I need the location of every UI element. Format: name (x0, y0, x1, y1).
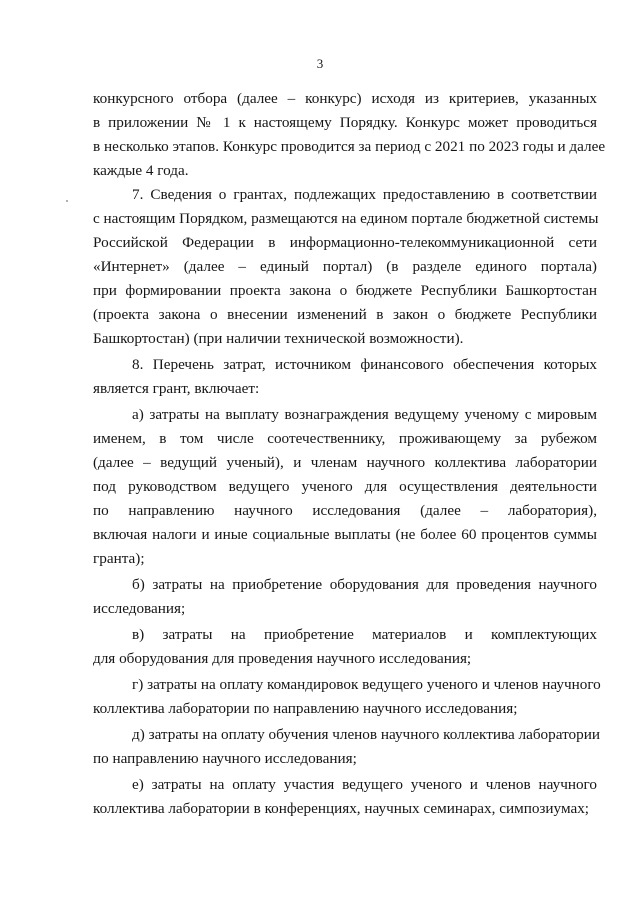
text-line: конкурсного отбора (далее – конкурс) исходя из критериев, указанных (93, 90, 597, 107)
text-line: Российской Федерации в информационно-телекоммуникационной сети (93, 234, 597, 251)
text-line: с настоящим Порядком, размещаются на едином портале бюджетной системы (93, 210, 599, 227)
text-line: для оборудования для проведения научного исследования; (93, 650, 472, 667)
text-line: является грант, включает: (93, 380, 260, 397)
text-line: по направлению научного исследования (далее – лаборатория), (93, 502, 597, 519)
text-line: в несколько этапов. Конкурс проводится за период с 2021 по 2023 годы и далее (93, 138, 606, 155)
text-line: исследования; (93, 600, 186, 617)
item-e-start: е) затраты на оплату участия ведущего ученого и членов научного (132, 776, 597, 793)
text-line: (далее – ведущий ученый), и членам научного коллектива лаборатории (93, 454, 597, 471)
text-line: включая налоги и иные социальные выплаты (не более 60 процентов суммы (93, 526, 597, 543)
text-line: в приложении № 1 к настоящему Порядку. Конкурс может проводиться (93, 114, 597, 131)
text-line: (проекта закона о внесении изменений в закон о бюджете Республики (93, 306, 597, 323)
item-a-start: а) затраты на выплату вознаграждения ведущему ученому с мировым (132, 406, 597, 423)
item-g-start: г) затраты на оплату командировок ведущего ученого и членов научного (132, 676, 601, 693)
text-line: под руководством ведущего ученого для осуществления деятельности (93, 478, 597, 495)
text-line: именем, в том числе соотечественнику, проживающему за рубежом (93, 430, 597, 447)
page-number: 3 (316, 56, 324, 71)
text-line: при формировании проекта закона о бюджете Республики Башкортостан (93, 282, 597, 299)
text-line: «Интернет» (далее – единый портал) (в разделе единого портала) (93, 258, 597, 275)
paragraph-8-start: 8. Перечень затрат, источником финансового обеспечения которых (132, 356, 597, 373)
paragraph-7-start: 7. Сведения о грантах, подлежащих предоставлению в соответствии (132, 186, 597, 203)
text-line: коллектива лаборатории в конференциях, научных семинарах, симпозиумах; (93, 800, 590, 817)
item-b-start: б) затраты на приобретение оборудования для проведения научного (132, 576, 597, 593)
text-line: по направлению научного исследования; (93, 750, 357, 767)
item-d-start: д) затраты на оплату обучения членов научного коллектива лаборатории (132, 726, 600, 743)
text-line: каждые 4 года. (93, 162, 189, 179)
item-v-start: в) затраты на приобретение материалов и комплектующих (132, 626, 597, 643)
scan-artifact (66, 200, 68, 202)
text-line: коллектива лаборатории по направлению научного исследования; (93, 700, 518, 717)
text-line: гранта); (93, 550, 145, 567)
text-line: Башкортостан) (при наличии технической возможности). (93, 330, 464, 347)
